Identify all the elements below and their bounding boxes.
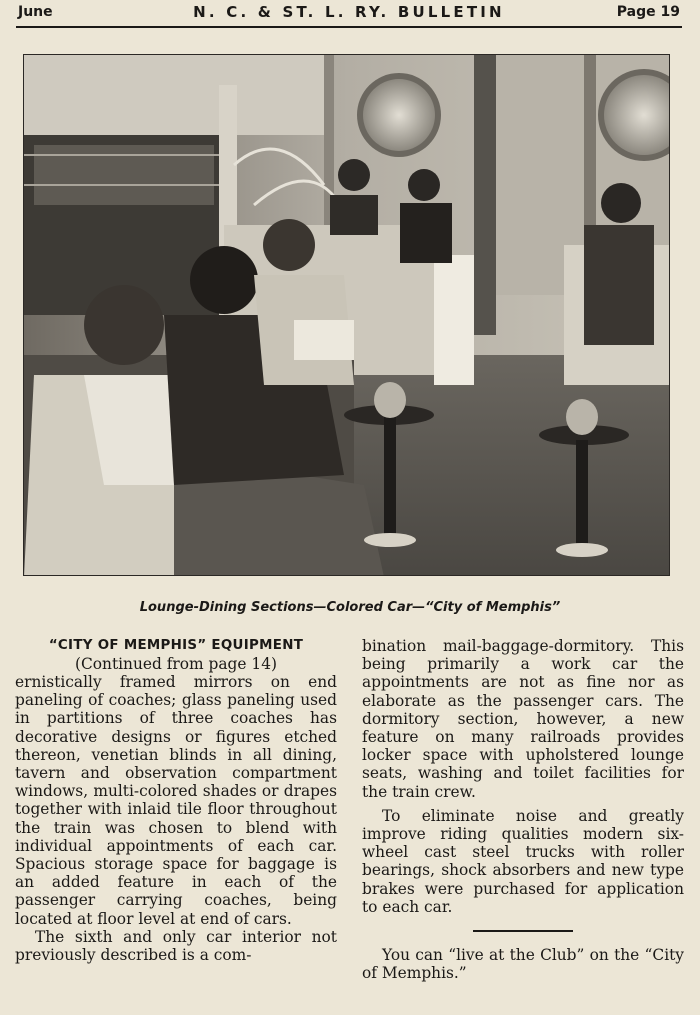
page-number: Page 19 [616,4,680,20]
section-divider [473,930,573,932]
header-rule [16,26,682,28]
lounge-dining-photo [23,54,670,576]
continued-note: (Continued from page 14) [74,655,278,673]
article-paragraph: To eliminate noise and greatly improve riding qualities modern six-wheel cast steel trucks with roller bearings, shock absorbers and new type brakes were purchased for application to each car. [362,806,684,916]
bulletin-title: N. C. & ST. L. RY. BULLETIN [193,3,505,21]
article-paragraph: ernistically framed mirrors on end paneling of coaches; glass paneling used in partitions of three coaches has decorative designs or figures etched thereon, venetian blinds in all dining, tavern and observation compartment windows, multi-colored shades or drapes together with inlaid tile floor throughout the train was chosen to blend with individual appointments of each car. Spacious storage space for baggage is an added feature in each of the passenger carrying coaches, being located at floor level at end of cars. [15,673,337,928]
closing-line: You can “live at the Club” on the “City of Memphis.” [362,945,684,982]
article-paragraph: bination mail-baggage-dormitory. This being primarily a work car the appointments are not as fine nor as elaborate as the passenger cars. The dormitory section, however, a new feature on many railroads provides locker space with upholstered lounge seats, washing and toilet facilities for the train crew. [362,637,684,801]
photo-illustration [24,55,670,576]
article-paragraph: The sixth and only car interior not previously described is a com- [15,927,337,965]
photo-caption: Lounge-Dining Sections—Colored Car—“City of Memphis” [139,600,561,615]
article-right-column [362,637,684,982]
article-title: “CITY OF MEMPHIS” EQUIPMENT [48,638,304,653]
page-header [16,2,682,26]
article-left-column [15,637,337,964]
header-month: June [18,4,53,20]
